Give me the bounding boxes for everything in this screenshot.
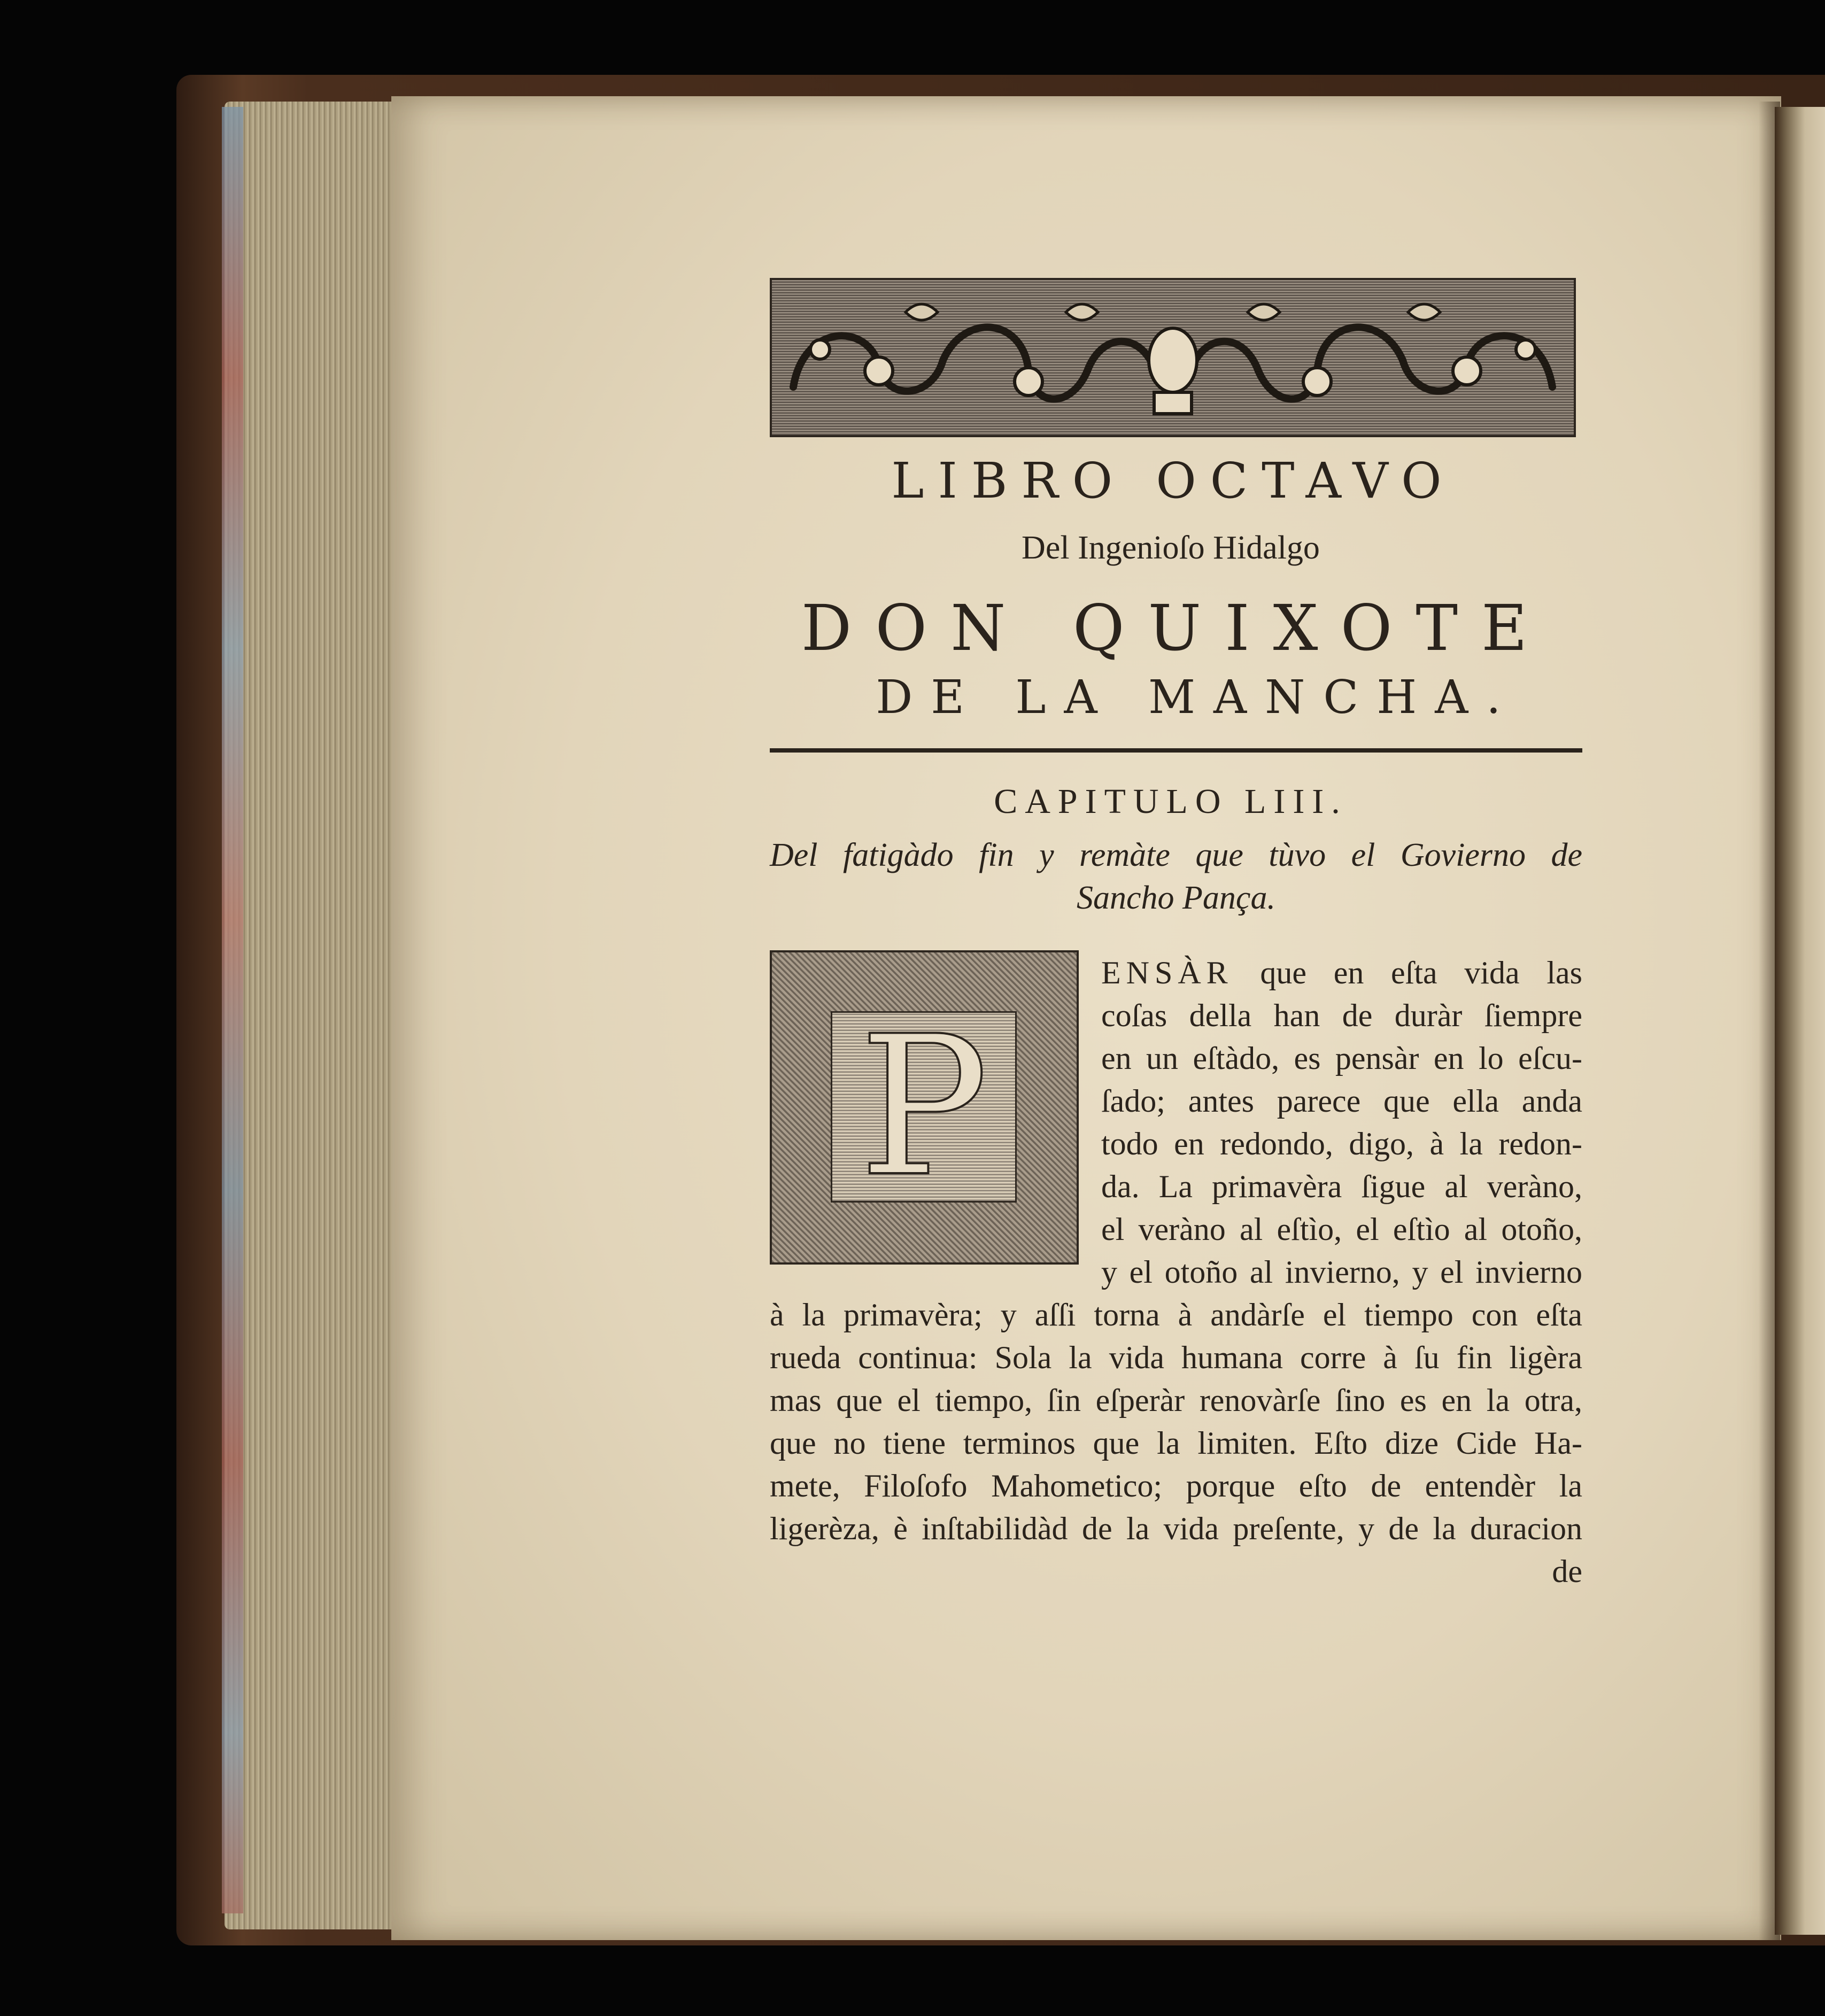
book-subtitle: Del Ingenioſo Hidalgo [1022, 530, 1320, 566]
title-rule [770, 748, 1582, 753]
book-title: LIBRO OCTAVO [891, 452, 1456, 509]
body-line: todo en redondo, digo, à la redon- [1101, 1126, 1582, 1161]
decorated-initial [770, 950, 1079, 1265]
body-line: el veràno al eſtìo, el eſtìo al otoño, [1101, 1212, 1582, 1247]
catchword: de [1552, 1554, 1582, 1589]
body-line: ligerèza, è inſtabilidàd de la vida preſente, y de la duracion [770, 1511, 1582, 1546]
ornamental-headpiece [770, 278, 1576, 437]
chapter-subtitle [770, 834, 1582, 919]
initial-letter: P [859, 995, 989, 1219]
body-line: mas que el tiempo, ſin eſperàr renovàrſe ſino es en la otra, [770, 1383, 1582, 1418]
chapter-heading: CAPITULO LIII. [994, 782, 1348, 821]
body-line: mete, Filoſofo Mahometico; porque eſto de entendèr la [770, 1468, 1582, 1503]
body-line-1-text: que en eſta vida las [1260, 955, 1582, 990]
body-line: que no tiene terminos que la limiten. Eſto dize Cide Ha- [770, 1425, 1582, 1461]
body-line: coſas della han de duràr ſiempre [1101, 998, 1582, 1033]
body-line: da. La primavèra ſigue al veràno, [1101, 1169, 1582, 1204]
marbled-edge [222, 107, 243, 1913]
page-edges [225, 102, 396, 1929]
opening-word: ENSÀR [1101, 955, 1233, 990]
facing-page-edge [1775, 107, 1825, 1935]
work-title-suffix: DE LA MANCHA. [876, 671, 1519, 724]
body-line: rueda continua: Sola la vida humana corre à ſu fin ligèra [770, 1340, 1582, 1375]
chapter-subtitle-line-2: Sancho Pança. [1077, 880, 1275, 916]
body-line-1 [1101, 951, 1582, 994]
body-line: à la primavèra; y aſſi torna à andàrſe el tiempo con eſta [770, 1297, 1582, 1332]
initial-panel [831, 995, 1017, 1219]
body-line: en un eſtàdo, es pensàr en lo eſcu- [1101, 1041, 1582, 1076]
work-title: DON QUIXOTE [801, 591, 1551, 665]
body-line: y el otoño al invierno, y el invierno [1101, 1254, 1582, 1290]
chapter-subtitle-line-1: Del fatigàdo fin y remàte que tùvo el Govierno de [770, 837, 1582, 873]
body-line: ſado; antes parece que ella anda [1101, 1083, 1582, 1119]
